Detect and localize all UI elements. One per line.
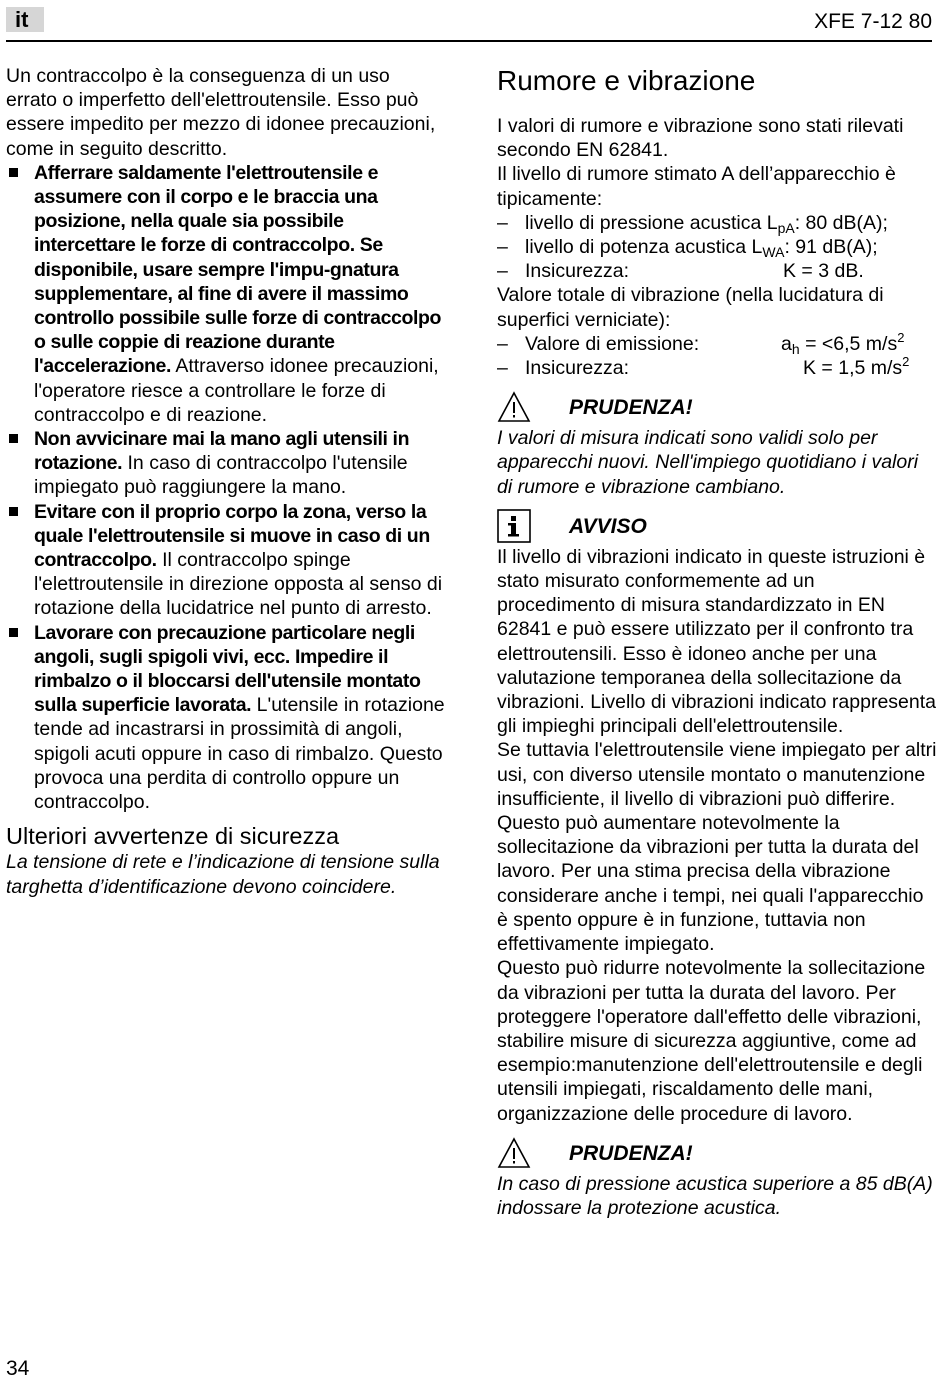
right-column — [497, 64, 937, 1220]
spec-value: = <6,5 m/s — [799, 332, 898, 355]
dash-marker: – — [497, 332, 508, 355]
caution-title: PRUDENZA! — [569, 396, 693, 420]
notice-paragraph: Questo può ridurre notevolmente la sollecitazione da vibrazioni per tutta la durata del lavoro. Per proteggere l'operatore dall'effetto delle vibrazioni, stabilire misure di sicurezza aggiuntive, come ad esempio:manutenzione dell'elettroutensile e degli utensili impiegati, riscaldamento delle mani, organizzazione delle procedure di lavoro. — [497, 957, 926, 1125]
bullet-square-icon — [9, 628, 18, 637]
spec-label: livello di pressione acustica L — [525, 211, 778, 234]
voltage-note: La tensione di rete e l’indicazione di tensione sulla targhetta d’identificazione devono coincidere. — [6, 851, 440, 898]
notice-paragraph: Il livello di vibrazioni indicato in queste istruzioni è stato misurato conformemente ad un procedimento di misura standardizzato in EN 62841 e può essere utilizzato per il confronto tra elettroutensili. Esso è idoneo anche per una valutazione temporanea della sollecitazione da vibrazioni. Livello di vibrazioni indicato rappresenta gli impieghi principali dell'elettroutensile. — [497, 545, 936, 738]
noise-intro: I valori di rumore e vibrazione sono stati rilevati secondo EN 62841. — [497, 115, 904, 162]
spec-row — [497, 356, 937, 380]
warning-triangle-icon — [497, 390, 531, 424]
caution-callout — [497, 1140, 937, 1172]
section-title: Rumore e vibrazione — [497, 65, 756, 96]
spec-superscript: 2 — [902, 354, 910, 370]
bullet-bold-text: Non avvicinare mai la mano agli utensili in rotazione. — [34, 428, 410, 475]
vibration-intro: Valore totale di vibrazione (nella lucidatura di superfici verniciate): — [497, 284, 884, 331]
caution-title: PRUDENZA! — [569, 1141, 693, 1165]
dash-marker: – — [497, 357, 508, 380]
dash-marker: – — [497, 236, 508, 259]
bullet-bold-text: Evitare con il proprio corpo la zona, verso la quale l'elettroutensile si muove in caso di un contraccolpo. — [34, 500, 430, 572]
bullet-square-icon — [9, 434, 18, 443]
spec-subscript: pA — [777, 219, 795, 236]
bullet-item — [6, 621, 446, 815]
spec-subscript: WA — [762, 244, 785, 261]
spec-row — [497, 259, 937, 283]
bullet-bold-text: Lavorare con precauzione particolare negli angoli, sugli spigoli vivi, ecc. Impedire il rimbalzo o il bloccarsi dell'utensile montato sulla superficie lavorata. — [34, 621, 421, 717]
bullet-text: Attraverso idonee precauzioni, l'operatore riesce a controllare le forze di contraccolpo e di reazione. — [34, 355, 439, 426]
spec-symbol: a — [781, 332, 792, 355]
notice-paragraph: Se tuttavia l'elettroutensile viene impiegato per altri usi, con diverso utensile montato o manutenzione insufficiente, il livello di vibrazioni può differire. — [497, 739, 937, 810]
bullet-item — [6, 427, 446, 500]
bullet-square-icon — [9, 168, 18, 177]
bullet-item — [6, 500, 446, 621]
left-column — [6, 64, 446, 899]
bullet-text: Il contraccolpo spinge l'elettroutensile in direzione opposta al senso di rotazione della lucidatrice nel punto di arresto. — [34, 549, 443, 620]
kickback-intro: Un contraccolpo è la conseguenza di un uso errato o imperfetto dell'elettroutensile. Esso può essere impedito per mezzo di idonee precauzioni, come in seguito descritto. — [6, 65, 436, 160]
spec-row — [497, 329, 937, 357]
spec-value: : 91 dB(A); — [784, 236, 878, 259]
dash-marker: – — [497, 211, 508, 234]
spec-value: K = 1,5 m/s — [803, 357, 903, 380]
bullet-square-icon — [9, 507, 18, 516]
spec-label: Insicurezza: — [525, 260, 630, 283]
bullet-bold-text: Afferrare saldamente l'elettroutensile e assumere con il corpo e le braccia una posizione, nella quale sia possibile intercettare le forze di contraccolpo. Se disponibile, usare sempre l'impu-gnatura supplementare, al fine di avere il massimo controllo possibile sulle forze di contraccolpo o sulle coppie di reazione durante l'accelerazione. — [34, 161, 442, 378]
language-badge — [6, 7, 44, 32]
spec-value: K = 3 dB. — [783, 260, 864, 283]
header-rule — [6, 40, 932, 42]
caution-text: In caso di pressione acustica superiore a 85 dB(A) indossare la protezione acustica. — [497, 1172, 933, 1219]
spec-label: livello di potenza acustica L — [525, 236, 763, 259]
notice-paragraph: Questo può aumentare notevolmente la sollecitazione da vibrazioni per tutta la durata del lavoro. Per una stima precisa della vibrazione considerare anche i tempi, nei quali l'apparecchio è spento oppure è in funzione, tuttavia non effettivamente impiegato. — [497, 812, 924, 956]
bullet-text: L'utensile in rotazione tende ad incastrarsi in prossimità di angoli, spigoli acuti oppure in caso di rimbalzo. Questo provoca una perdita di controllo oppure un contraccolpo. — [34, 694, 445, 814]
spec-value: : 80 dB(A); — [794, 211, 888, 234]
caution-callout — [497, 394, 937, 426]
section-heading: Ulteriori avvertenze di sicurezza — [6, 823, 340, 850]
spec-superscript: 2 — [897, 329, 905, 345]
page-number: 34 — [6, 1357, 30, 1380]
noise-level-intro: Il livello di rumore stimato A dell’apparecchio è tipicamente: — [497, 163, 896, 210]
spec-subscript: h — [791, 340, 800, 357]
spec-row — [497, 211, 937, 235]
spec-label: Insicurezza: — [525, 357, 630, 380]
bullet-item — [6, 161, 446, 427]
dash-marker: – — [497, 260, 508, 283]
notice-title: AVVISO — [569, 514, 647, 538]
info-icon — [497, 509, 531, 543]
language-code: it — [15, 7, 29, 32]
warning-triangle-icon — [497, 1136, 531, 1170]
spec-label: Valore di emissione: — [525, 332, 700, 355]
spec-row — [497, 235, 937, 259]
notice-callout — [497, 513, 937, 545]
bullet-text: In caso di contraccolpo l'utensile impiegato può raggiungere la mano. — [34, 452, 408, 499]
model-number: XFE 7-12 80 — [814, 10, 932, 33]
caution-text: I valori di misura indicati sono validi solo per apparecchi nuovi. Nell'impiego quotidiano i valori di rumore e vibrazione cambiano. — [497, 427, 919, 498]
